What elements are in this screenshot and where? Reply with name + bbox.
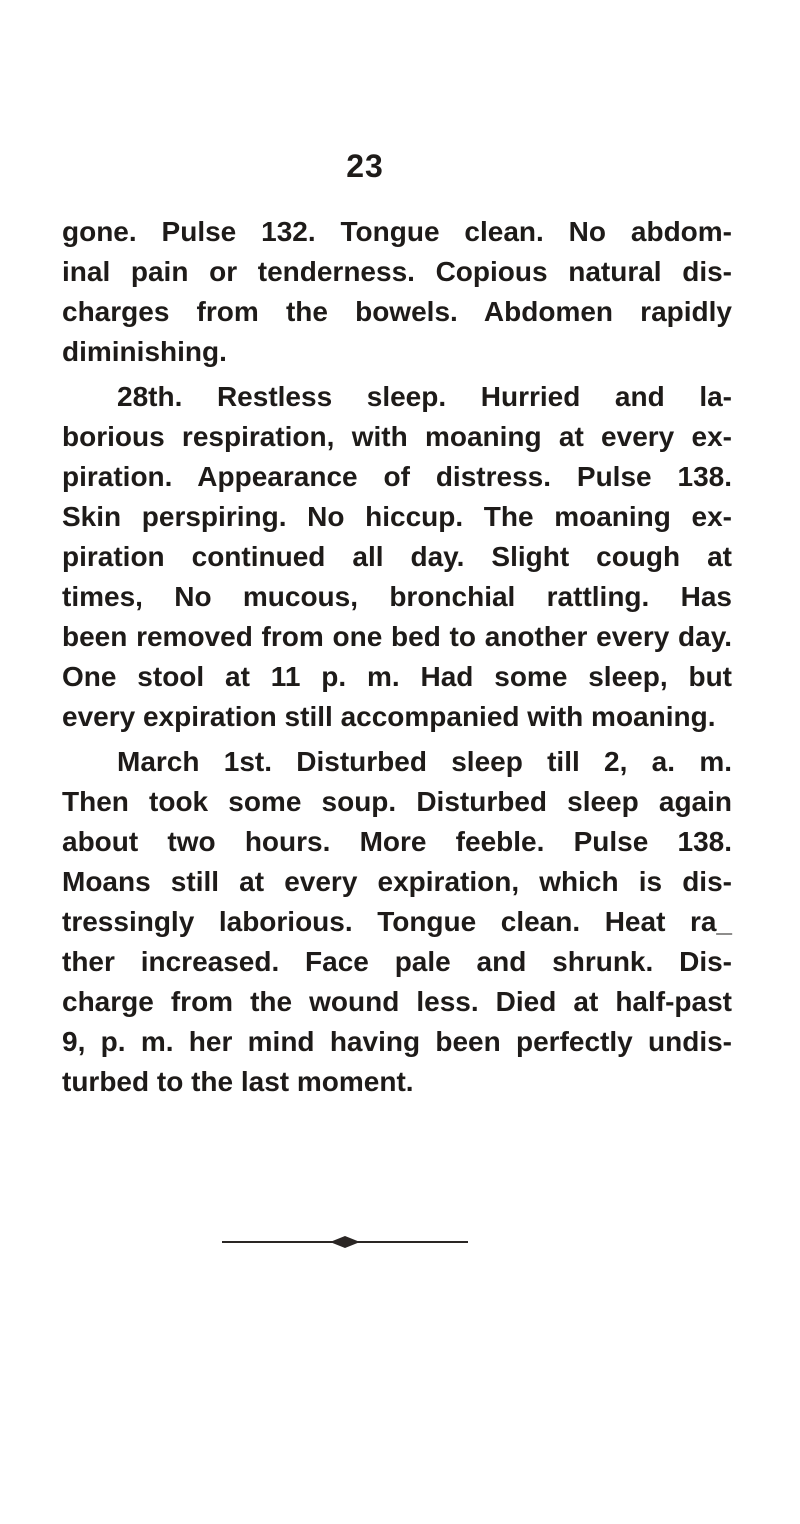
text-line: been removed from one bed to another every day. — [62, 621, 732, 652]
text-line: about two hours. More feeble. Pulse 138. — [62, 826, 732, 857]
text-line: borious respiration, with moaning at every ex- — [62, 421, 732, 452]
paragraph-2 — [62, 377, 732, 737]
text-line: piration. Appearance of distress. Pulse 138. — [62, 461, 732, 492]
paragraph-1 — [62, 212, 732, 372]
text-line: inal pain or tenderness. Copious natural dis- — [62, 256, 732, 287]
text-line: charge from the wound less. Died at half-past — [62, 986, 732, 1017]
text-line: ther increased. Face pale and shrunk. Dis- — [62, 946, 732, 977]
page-number: 23 — [346, 148, 384, 184]
text-line: March 1st. Disturbed sleep till 2, a. m. — [117, 746, 732, 777]
text-line: charges from the bowels. Abdomen rapidly — [62, 296, 732, 327]
text-line: Skin perspiring. No hiccup. The moaning ex- — [62, 501, 732, 532]
text-line: tressingly laborious. Tongue clean. Heat ra_ — [62, 906, 732, 937]
text-line: times, No mucous, bronchial rattling. Has — [62, 581, 732, 612]
text-line: One stool at 11 p. m. Had some sleep, but — [62, 661, 732, 692]
text-line: every expiration still accompanied with moaning. — [62, 701, 716, 732]
text-line: turbed to the last moment. — [62, 1066, 414, 1097]
text-line: Moans still at every expiration, which is dis- — [62, 866, 732, 897]
section-end-ornament — [220, 1232, 470, 1252]
text-line: gone. Pulse 132. Tongue clean. No abdom- — [62, 216, 732, 247]
text-line: piration continued all day. Slight cough at — [62, 541, 732, 572]
paragraph-3 — [62, 742, 732, 1102]
text-line: diminishing. — [62, 336, 227, 367]
text-line: Then took some soup. Disturbed sleep again — [62, 786, 732, 817]
text-line: 28th. Restless sleep. Hurried and la- — [117, 381, 732, 412]
text-line: 9, p. m. her mind having been perfectly undis- — [62, 1026, 732, 1057]
